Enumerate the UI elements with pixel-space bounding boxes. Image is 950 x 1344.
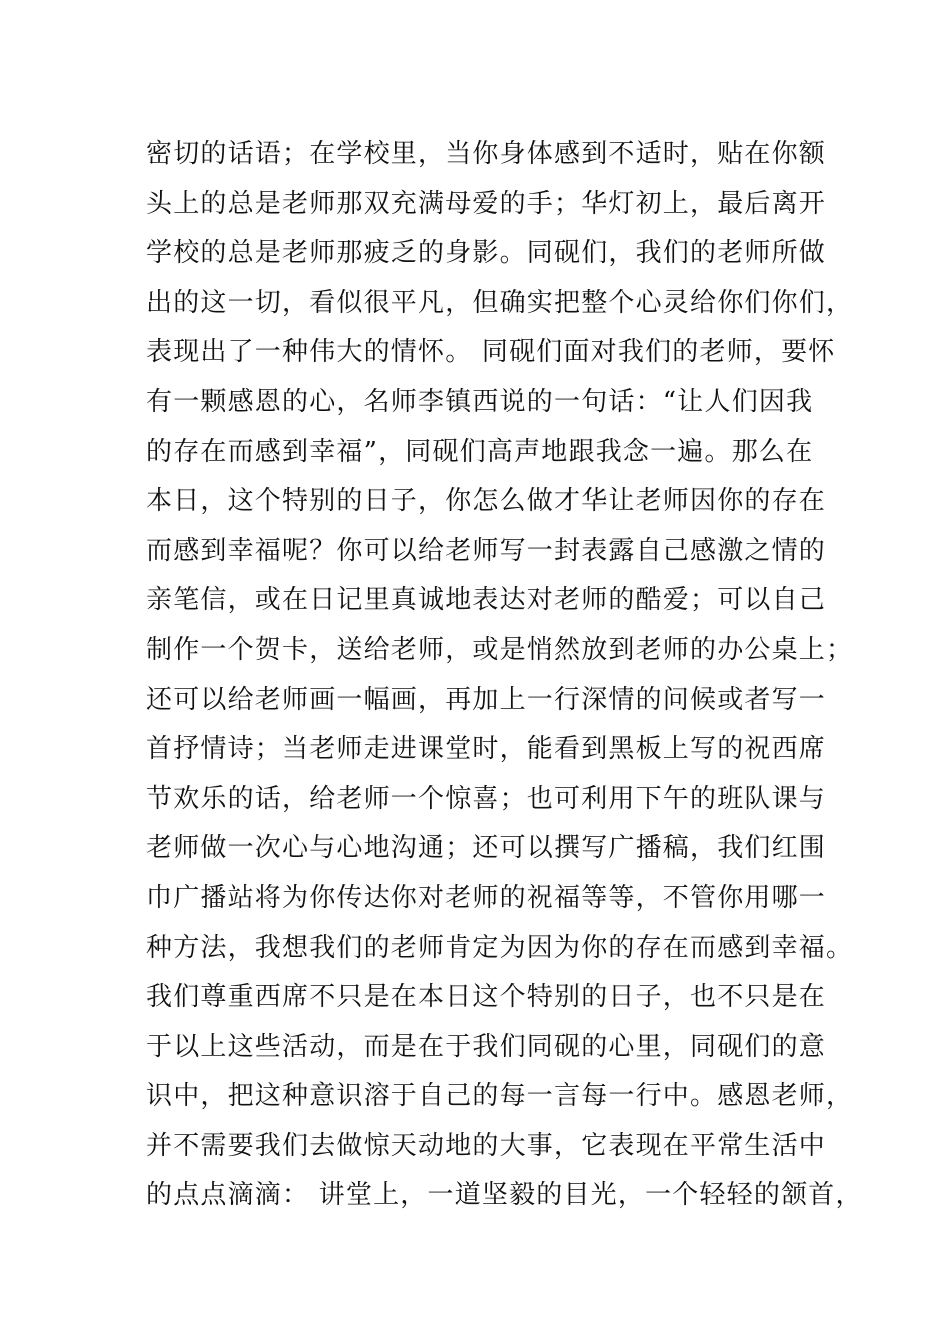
text-line: 巾广播站将为你传达你对老师的祝福等等，不管你用哪一 (146, 882, 827, 913)
text-line: 于以上这些活动，而是在于我们同砚的心里，同砚们的意 (146, 1031, 827, 1062)
body-text (146, 130, 863, 1221)
text-line: 并不需要我们去做惊天动地的大事，它表现在平常生活中 (146, 1130, 827, 1161)
text-line: 出的这一切，看似很平凡，但确实把整个心灵给你们你们， (146, 287, 854, 318)
text-line: 学校的总是老师那疲乏的身影。同砚们，我们的老师所做 (146, 238, 827, 269)
text-line: 表现出了一种伟大的情怀。 同砚们面对我们的老师，要怀 (146, 337, 836, 368)
text-line: 头上的总是老师那双充满母爱的手；华灯初上，最后离开 (146, 188, 827, 219)
text-line: 首抒情诗；当老师走进课堂时，能看到黑板上写的祝西席 (146, 734, 827, 765)
text-line: 的点点滴滴： 讲堂上，一道坚毅的目光，一个轻轻的颔首， (146, 1180, 863, 1211)
text-line: 有一颗感恩的心，名师李镇西说的一句话：“让人们因我 (146, 386, 814, 417)
text-line: 的存在而感到幸福”，同砚们高声地跟我念一遍。那么在 (146, 436, 814, 467)
text-line: 还可以给老师画一幅画，再加上一行深情的问候或者写一 (146, 684, 827, 715)
text-line: 种方法，我想我们的老师肯定为因为你的存在而感到幸福。 (146, 932, 854, 963)
text-line: 识中，把这种意识溶于自己的每一言每一行中。感恩老师， (146, 1081, 854, 1112)
text-line: 本日，这个特别的日子，你怎么做才华让老师因你的存在 (146, 486, 827, 517)
text-line: 制作一个贺卡，送给老师，或是悄然放到老师的办公桌上； (146, 634, 854, 665)
text-line: 亲笔信，或在日记里真诚地表达对老师的酷爱；可以自己 (146, 585, 827, 616)
text-line: 而感到幸福呢？你可以给老师写一封表露自己感激之情的 (146, 535, 827, 566)
text-line: 密切的话语；在学校里，当你身体感到不适时，贴在你额 (146, 139, 827, 169)
text-line: 老师做一次心与心地沟通；还可以撰写广播稿，我们红围 (146, 833, 827, 864)
text-line: 我们尊重西席不只是在本日这个特别的日子，也不只是在 (146, 982, 827, 1013)
text-line: 节欢乐的话，给老师一个惊喜；也可利用下午的班队课与 (146, 783, 827, 814)
